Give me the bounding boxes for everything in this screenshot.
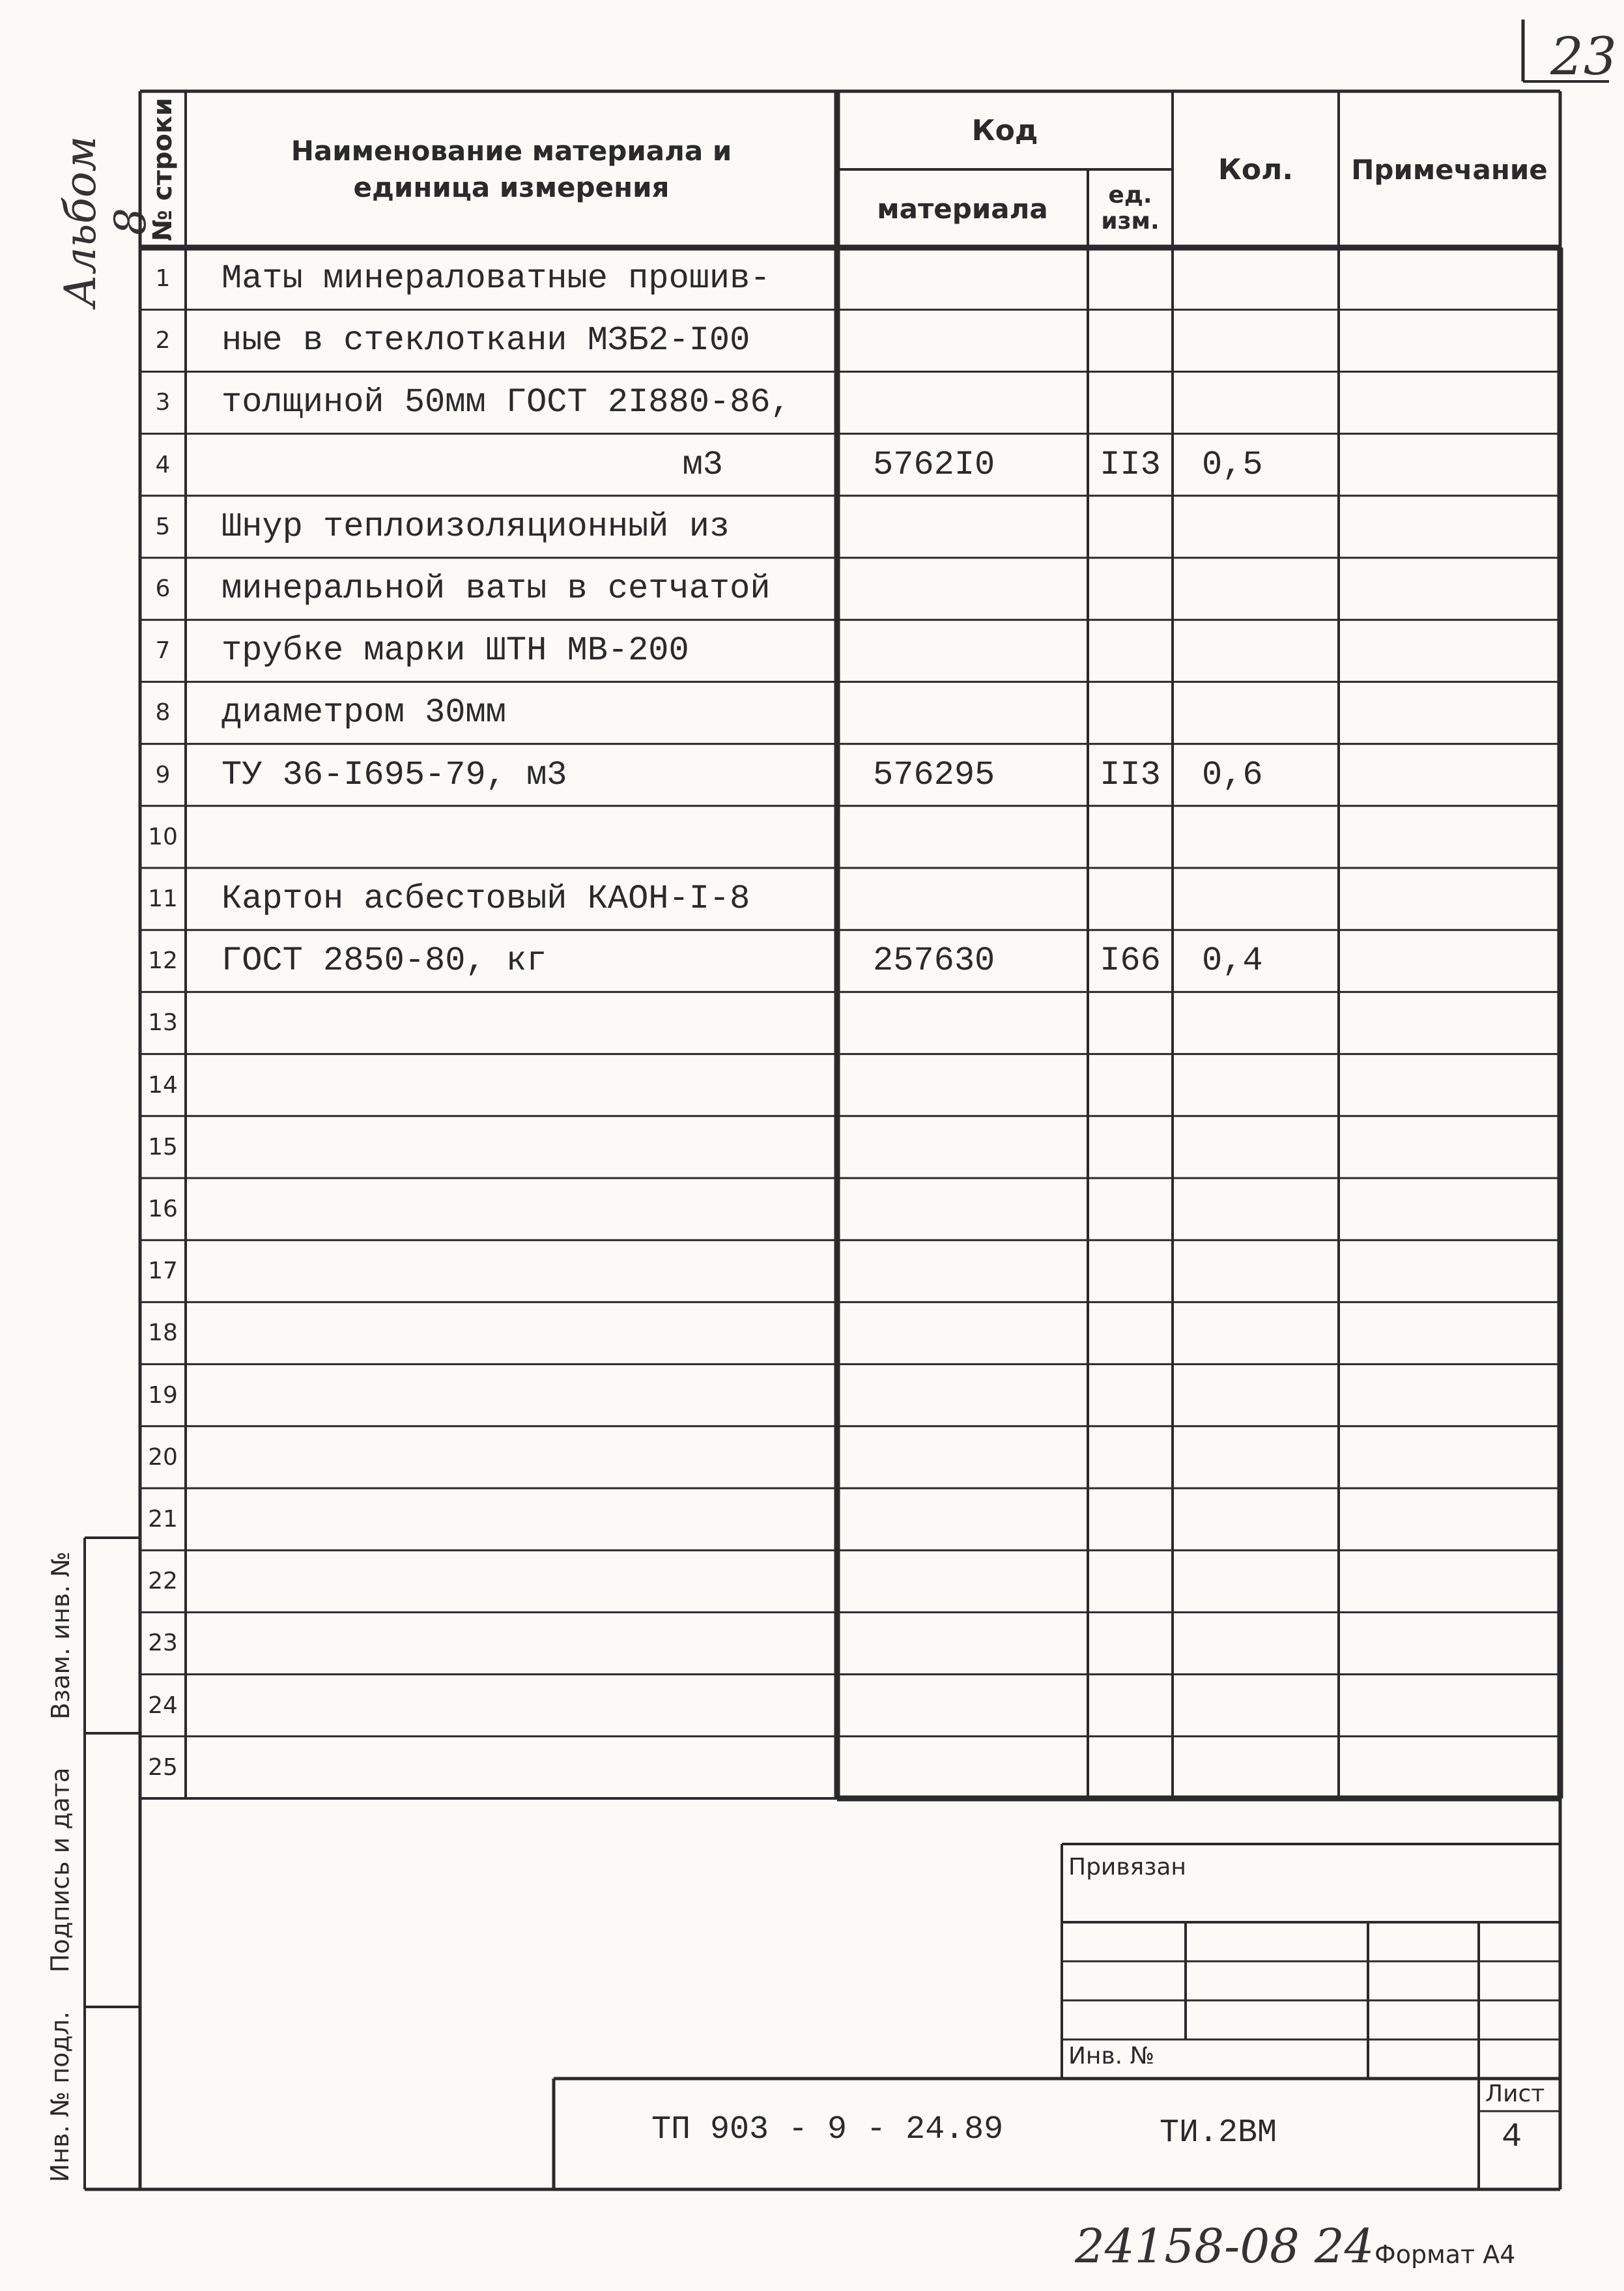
row-material-code [873,1612,1081,1674]
row-number: 17 [148,1258,178,1285]
header-row-no: № строки [148,97,178,242]
row-quantity [1202,1302,1339,1364]
row-unit-code [1088,1675,1173,1736]
footer-handwritten-number: 24158-08 24 [1075,2219,1375,2273]
row-material-code [873,248,1081,310]
table-row [0,496,1624,558]
table-row [0,1178,1624,1240]
row-note [1339,806,1560,868]
row-note [1339,744,1560,806]
row-note [1339,248,1560,310]
header-unit: ед. изм. [1101,182,1160,235]
row-note [1339,310,1560,371]
row-quantity [1202,558,1339,620]
row-quantity [1202,1612,1339,1674]
row-quantity [1202,496,1339,558]
row-material-code [873,1675,1081,1736]
row-unit-code [1088,1426,1173,1488]
row-unit-code [1088,1550,1173,1612]
table-row [0,682,1624,743]
row-material-name: Картон асбестовый КАОН-I-8 [221,880,750,919]
row-quantity [1202,868,1339,930]
row-number: 16 [148,1196,178,1223]
header-qty: Кол. [1218,152,1294,186]
header-note: Примечание [1351,153,1548,186]
table-row [0,1054,1624,1116]
row-material-name: ГОСТ 2850-80, кг [221,942,547,981]
row-material-name [221,1302,827,1364]
row-material-code [873,1054,1081,1116]
row-number: 23 [148,1630,178,1657]
row-material-code [873,620,1081,682]
side-podpis-data: Подпись и дата [46,1767,75,1973]
row-material-code [873,868,1081,930]
row-note [1339,371,1560,433]
row-material-name [221,1240,827,1302]
row-material-code: 257630 [873,942,995,981]
table-row [0,806,1624,868]
row-number: 22 [148,1568,178,1595]
table-row [0,1426,1624,1488]
stamp-doc-mark: ТИ.2ВМ [1160,2114,1277,2152]
row-note [1339,1116,1560,1178]
table-row [0,434,1624,496]
row-material-code [873,1364,1081,1426]
row-material-code [873,1426,1081,1488]
row-note [1339,1612,1560,1674]
row-unit-code [1088,1116,1173,1178]
row-note [1339,1054,1560,1116]
row-quantity [1202,1240,1339,1302]
footer-format: Формат А4 [1375,2240,1516,2269]
row-unit-code [1088,310,1173,371]
row-material-name [221,1550,827,1612]
row-material-code [873,310,1081,371]
row-material-code [873,682,1081,743]
row-quantity [1202,371,1339,433]
row-number: 9 [155,761,171,788]
row-unit-code [1088,371,1173,433]
header-name: Наименование материала и единица измерения [291,135,732,203]
row-number: 24 [148,1692,178,1719]
row-number: 7 [155,637,171,665]
row-number: 13 [148,1009,178,1037]
row-material-name: м3 [682,445,723,484]
row-unit-code: II3 [1100,755,1161,794]
row-quantity [1202,1178,1339,1240]
table-row [0,1550,1624,1612]
row-material-code: 576295 [873,755,995,794]
row-quantity [1202,1488,1339,1550]
row-material-name: минеральной ваты в сетчатой [221,569,771,609]
row-note [1339,1550,1560,1612]
row-note [1339,434,1560,496]
table-row [0,1116,1624,1178]
row-note [1339,1675,1560,1736]
row-number: 25 [148,1753,178,1781]
row-material-name [221,1178,827,1240]
row-material-code [873,558,1081,620]
row-unit-code [1088,496,1173,558]
row-material-name [221,1675,827,1736]
table-row [0,930,1624,992]
row-material-name: диаметром 30мм [221,693,506,732]
row-quantity [1202,1364,1339,1426]
row-material-code [873,1240,1081,1302]
row-quantity [1202,1675,1339,1736]
row-material-code [873,806,1081,868]
table-row [0,1675,1624,1736]
row-number: 20 [148,1443,178,1471]
row-quantity [1202,992,1339,1054]
row-unit-code [1088,806,1173,868]
row-unit-code [1088,620,1173,682]
row-material-code [873,496,1081,558]
row-quantity [1202,248,1339,310]
row-material-code [873,1550,1081,1612]
row-quantity [1202,1426,1339,1488]
row-material-name: ТУ 36-I695-79, м3 [221,755,567,794]
row-number: 21 [148,1506,178,1533]
page-number: 23 [1550,26,1617,87]
header-code-group: Код [971,113,1038,147]
row-material-name [221,1612,827,1674]
row-material-code [873,1116,1081,1178]
row-number: 2 [155,327,171,354]
row-quantity [1202,1550,1339,1612]
row-quantity: 0,4 [1202,942,1263,981]
row-unit-code [1088,1178,1173,1240]
stamp-inv-no: Инв. № [1068,2043,1155,2069]
row-quantity [1202,806,1339,868]
row-number: 14 [148,1071,178,1099]
table-row [0,248,1624,310]
row-note [1339,992,1560,1054]
album-label: Альбом 8 [55,136,156,308]
row-material-name: трубке марки ШТН МВ-200 [221,631,689,670]
row-unit-code [1088,1612,1173,1674]
row-unit-code [1088,992,1173,1054]
side-vzam-inv: Взам. инв. № [46,1551,75,1720]
table-row [0,371,1624,433]
row-note [1339,620,1560,682]
table-row [0,868,1624,930]
row-quantity: 0,6 [1202,755,1263,794]
row-material-name [221,1426,827,1488]
row-unit-code [1088,1364,1173,1426]
row-unit-code [1088,1736,1173,1798]
row-number: 4 [155,451,171,478]
row-quantity [1202,1736,1339,1798]
row-material-name [221,1364,827,1426]
header-code-material: материала [877,192,1048,225]
row-note [1339,1426,1560,1488]
row-material-name: Маты минераловатные прошив- [221,259,771,298]
row-unit-code [1088,682,1173,743]
table-row [0,1488,1624,1550]
row-number: 3 [155,389,171,416]
row-note [1339,1240,1560,1302]
side-inv-podl: Инв. № подл. [46,2011,75,2182]
row-note [1339,558,1560,620]
table-row [0,1364,1624,1426]
row-note [1339,868,1560,930]
row-note [1339,1302,1560,1364]
row-material-name [221,806,827,868]
row-material-code [873,1302,1081,1364]
row-quantity [1202,1054,1339,1116]
row-material-code [873,371,1081,433]
row-number: 11 [148,886,178,913]
row-material-name [221,1116,827,1178]
row-quantity [1202,310,1339,371]
table-row [0,310,1624,371]
row-number: 1 [155,265,171,293]
row-unit-code [1088,1240,1173,1302]
row-number: 6 [155,575,171,603]
row-quantity: 0,5 [1202,445,1263,484]
row-material-code: 5762I0 [873,445,995,484]
table-row [0,992,1624,1054]
row-material-name [221,1488,827,1550]
row-number: 5 [155,513,171,540]
row-material-code [873,1178,1081,1240]
row-quantity [1202,682,1339,743]
row-unit-code [1088,868,1173,930]
table-row [0,1736,1624,1798]
row-number: 15 [148,1133,178,1160]
row-unit-code [1088,1488,1173,1550]
row-number: 18 [148,1319,178,1347]
table-row [0,744,1624,806]
row-material-code [873,1736,1081,1798]
row-material-name [221,992,827,1054]
row-unit-code: II3 [1100,445,1161,484]
row-number: 19 [148,1381,178,1409]
row-number: 8 [155,699,171,727]
row-material-name: Шнур теплоизоляционный из [221,507,730,546]
row-unit-code [1088,558,1173,620]
row-note [1339,1736,1560,1798]
row-note [1339,1178,1560,1240]
row-quantity [1202,620,1339,682]
row-note [1339,1488,1560,1550]
row-number: 12 [148,947,178,975]
row-material-name [221,1054,827,1116]
stamp-doc-code: ТП 903 - 9 - 24.89 [651,2111,1004,2148]
row-material-code [873,992,1081,1054]
row-quantity [1202,1116,1339,1178]
table-row [0,558,1624,620]
row-material-name: толщиной 50мм ГОСТ 2I880-86, [221,383,791,422]
stamp-sheet-value: 4 [1502,2118,1522,2156]
row-note [1339,682,1560,743]
table-row [0,620,1624,682]
row-note [1339,496,1560,558]
table-row [0,1612,1624,1674]
row-material-name [221,1736,827,1798]
row-note [1339,1364,1560,1426]
row-number: 10 [148,823,178,850]
row-unit-code [1088,1302,1173,1364]
row-material-code [873,1488,1081,1550]
row-unit-code [1088,1054,1173,1116]
stamp-sheet-label: Лист [1485,2081,1545,2107]
table-row [0,1240,1624,1302]
table-row [0,1302,1624,1364]
row-material-name: ные в стеклоткани МЗБ2-I00 [221,321,750,360]
row-unit-code [1088,248,1173,310]
stamp-privyazan: Привязан [1068,1854,1186,1880]
row-unit-code: I66 [1100,942,1161,981]
row-note [1339,930,1560,992]
